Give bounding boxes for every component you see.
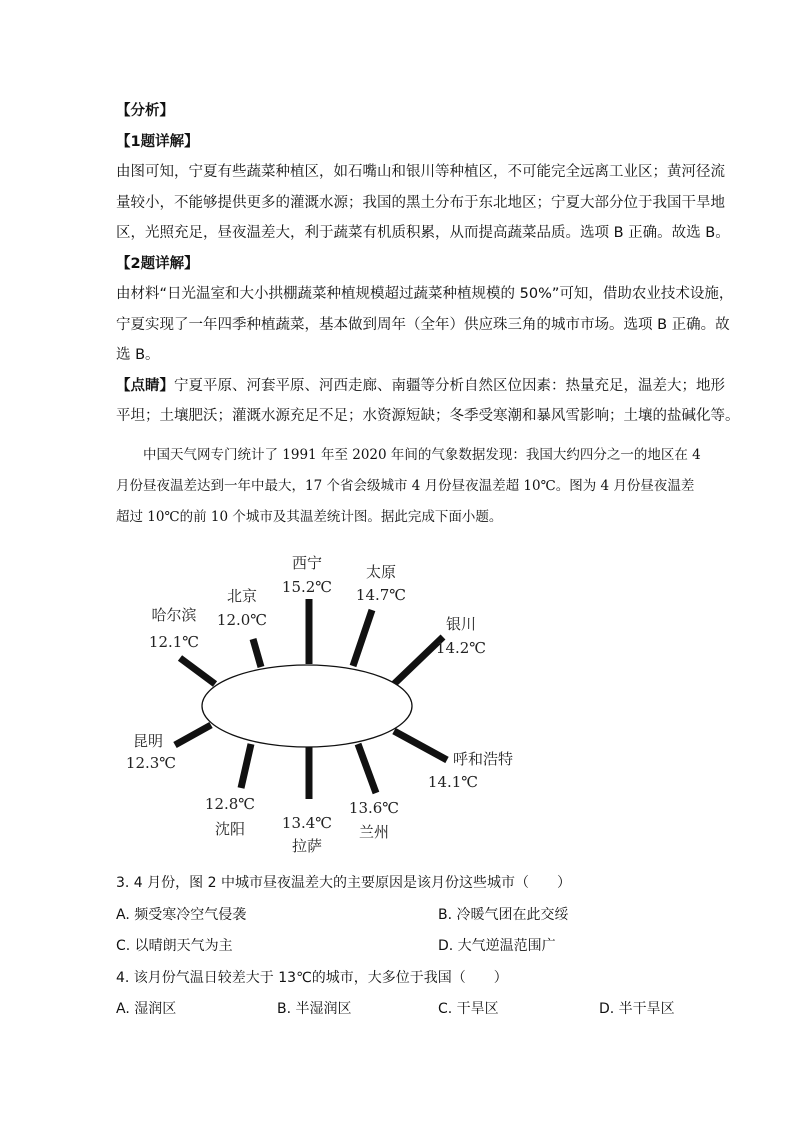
tip-line <box>116 371 725 402</box>
q2-heading: 【2题详解】 <box>116 255 199 272</box>
question-4: 4. 该月份气温日较差大于 13℃的城市，大多位于我国（ ） <box>116 969 508 986</box>
city-value: 12.3℃ <box>125 754 177 772</box>
city-value: 12.8℃ <box>204 795 256 813</box>
city-name: 太原 <box>365 563 397 581</box>
tip-heading: 【点睛】 <box>116 377 174 394</box>
spoke-kunming <box>175 725 211 745</box>
question-3: 3. 4 月份，图 2 中城市昼夜温差大的主要原因是该月份这些城市（ ） <box>116 875 571 891</box>
city-name: 昆明 <box>132 732 164 750</box>
option-a: A. 频受寒冷空气侵袭 <box>116 906 247 923</box>
city-value: 14.1℃ <box>427 773 479 791</box>
tip-text: 宁夏平原、河套平原、河西走廊、南疆等分析自然区位因素：热量充足，温差大；地形 <box>174 377 725 394</box>
option-c: C. 干旱区 <box>438 1001 499 1017</box>
city-name: 西宁 <box>291 554 323 572</box>
city-name: 哈尔滨 <box>151 606 197 624</box>
city-name: 北京 <box>226 587 258 605</box>
spoke-harbin <box>180 658 215 684</box>
q1-line: 量较小，不能够提供更多的灌溉水源；我国的黑土分布于东北地区；宁夏大部分位于我国干旱地 <box>116 194 725 211</box>
analysis-heading: 【分析】 <box>116 103 174 119</box>
city-value: 13.6℃ <box>348 799 400 817</box>
spoke-shenyang <box>241 744 251 788</box>
q1-line: 由图可知，宁夏有些蔬菜种植区，如石嘴山和银川等种植区，不可能完全远离工业区；黄河径流 <box>116 164 725 180</box>
city-name: 拉萨 <box>291 837 323 855</box>
temperature-difference-diagram <box>110 545 550 865</box>
q1-heading: 【1题详解】 <box>116 133 199 150</box>
spoke-lanzhou <box>358 744 376 793</box>
option-a: A. 湿润区 <box>116 1001 177 1017</box>
city-name: 银川 <box>445 615 477 633</box>
spoke-beijing <box>253 639 261 667</box>
central-ellipse <box>202 665 412 747</box>
tip-line: 平坦；土壤肥沃；灌溉水源充足不足；水资源短缺；冬季受寒潮和暴风雪影响；土壤的盐碱化等。 <box>116 408 740 424</box>
spoke-taiyuan <box>353 610 372 666</box>
questions-section <box>116 868 716 1026</box>
city-value: 12.1℃ <box>148 633 200 651</box>
city-name: 沈阳 <box>214 820 246 838</box>
city-value: 15.2℃ <box>281 578 333 596</box>
spoke-hohhot <box>394 731 447 760</box>
option-d: D. 半干旱区 <box>599 1001 675 1017</box>
q2-line: 选 B。 <box>116 347 160 363</box>
city-name: 兰州 <box>358 823 390 841</box>
intro-line: 超过 10℃的前 10 个城市及其温差统计图。据此完成下面小题。 <box>116 509 503 525</box>
analysis-section <box>116 96 740 432</box>
city-value: 14.2℃ <box>435 639 487 657</box>
option-c: C. 以晴朗天气为主 <box>116 938 233 954</box>
city-value: 12.0℃ <box>216 611 268 629</box>
city-value: 14.7℃ <box>355 586 407 604</box>
q2-line: 宁夏实现了一年四季种植蔬菜，基本做到周年（全年）供应珠三角的城市市场。选项 B 正确。故 <box>116 316 730 333</box>
city-name: 呼和浩特 <box>452 750 514 768</box>
options-row <box>116 900 716 932</box>
option-d: D. 大气逆温范围广 <box>438 938 556 954</box>
option-b: B. 冷暖气团在此交绥 <box>438 906 569 923</box>
q1-line: 区，光照充足，昼夜温差大，利于蔬菜有机质积累，从而提高蔬菜品质。选项 B 正确。故选 B。 <box>116 225 730 241</box>
city-value: 13.4℃ <box>281 814 333 832</box>
options-row <box>116 994 716 1026</box>
q2-line: 由材料“日光温室和大小拱棚蔬菜种植规模超过蔬菜种植规模的 50%”可知，借助农业技术设施， <box>116 286 734 302</box>
options-row <box>116 931 716 963</box>
intro-line: 中国天气网专门统计了 1991 年至 2020 年间的气象数据发现：我国大约四分之一的地区在 4 <box>143 447 701 463</box>
intro-line: 月份昼夜温差达到一年中最大，17 个省会级城市 4 月份昼夜温差超 10℃。图为 4 月份昼夜温差 <box>116 478 695 494</box>
material-intro <box>116 440 706 533</box>
option-b: B. 半湿润区 <box>277 1001 352 1017</box>
